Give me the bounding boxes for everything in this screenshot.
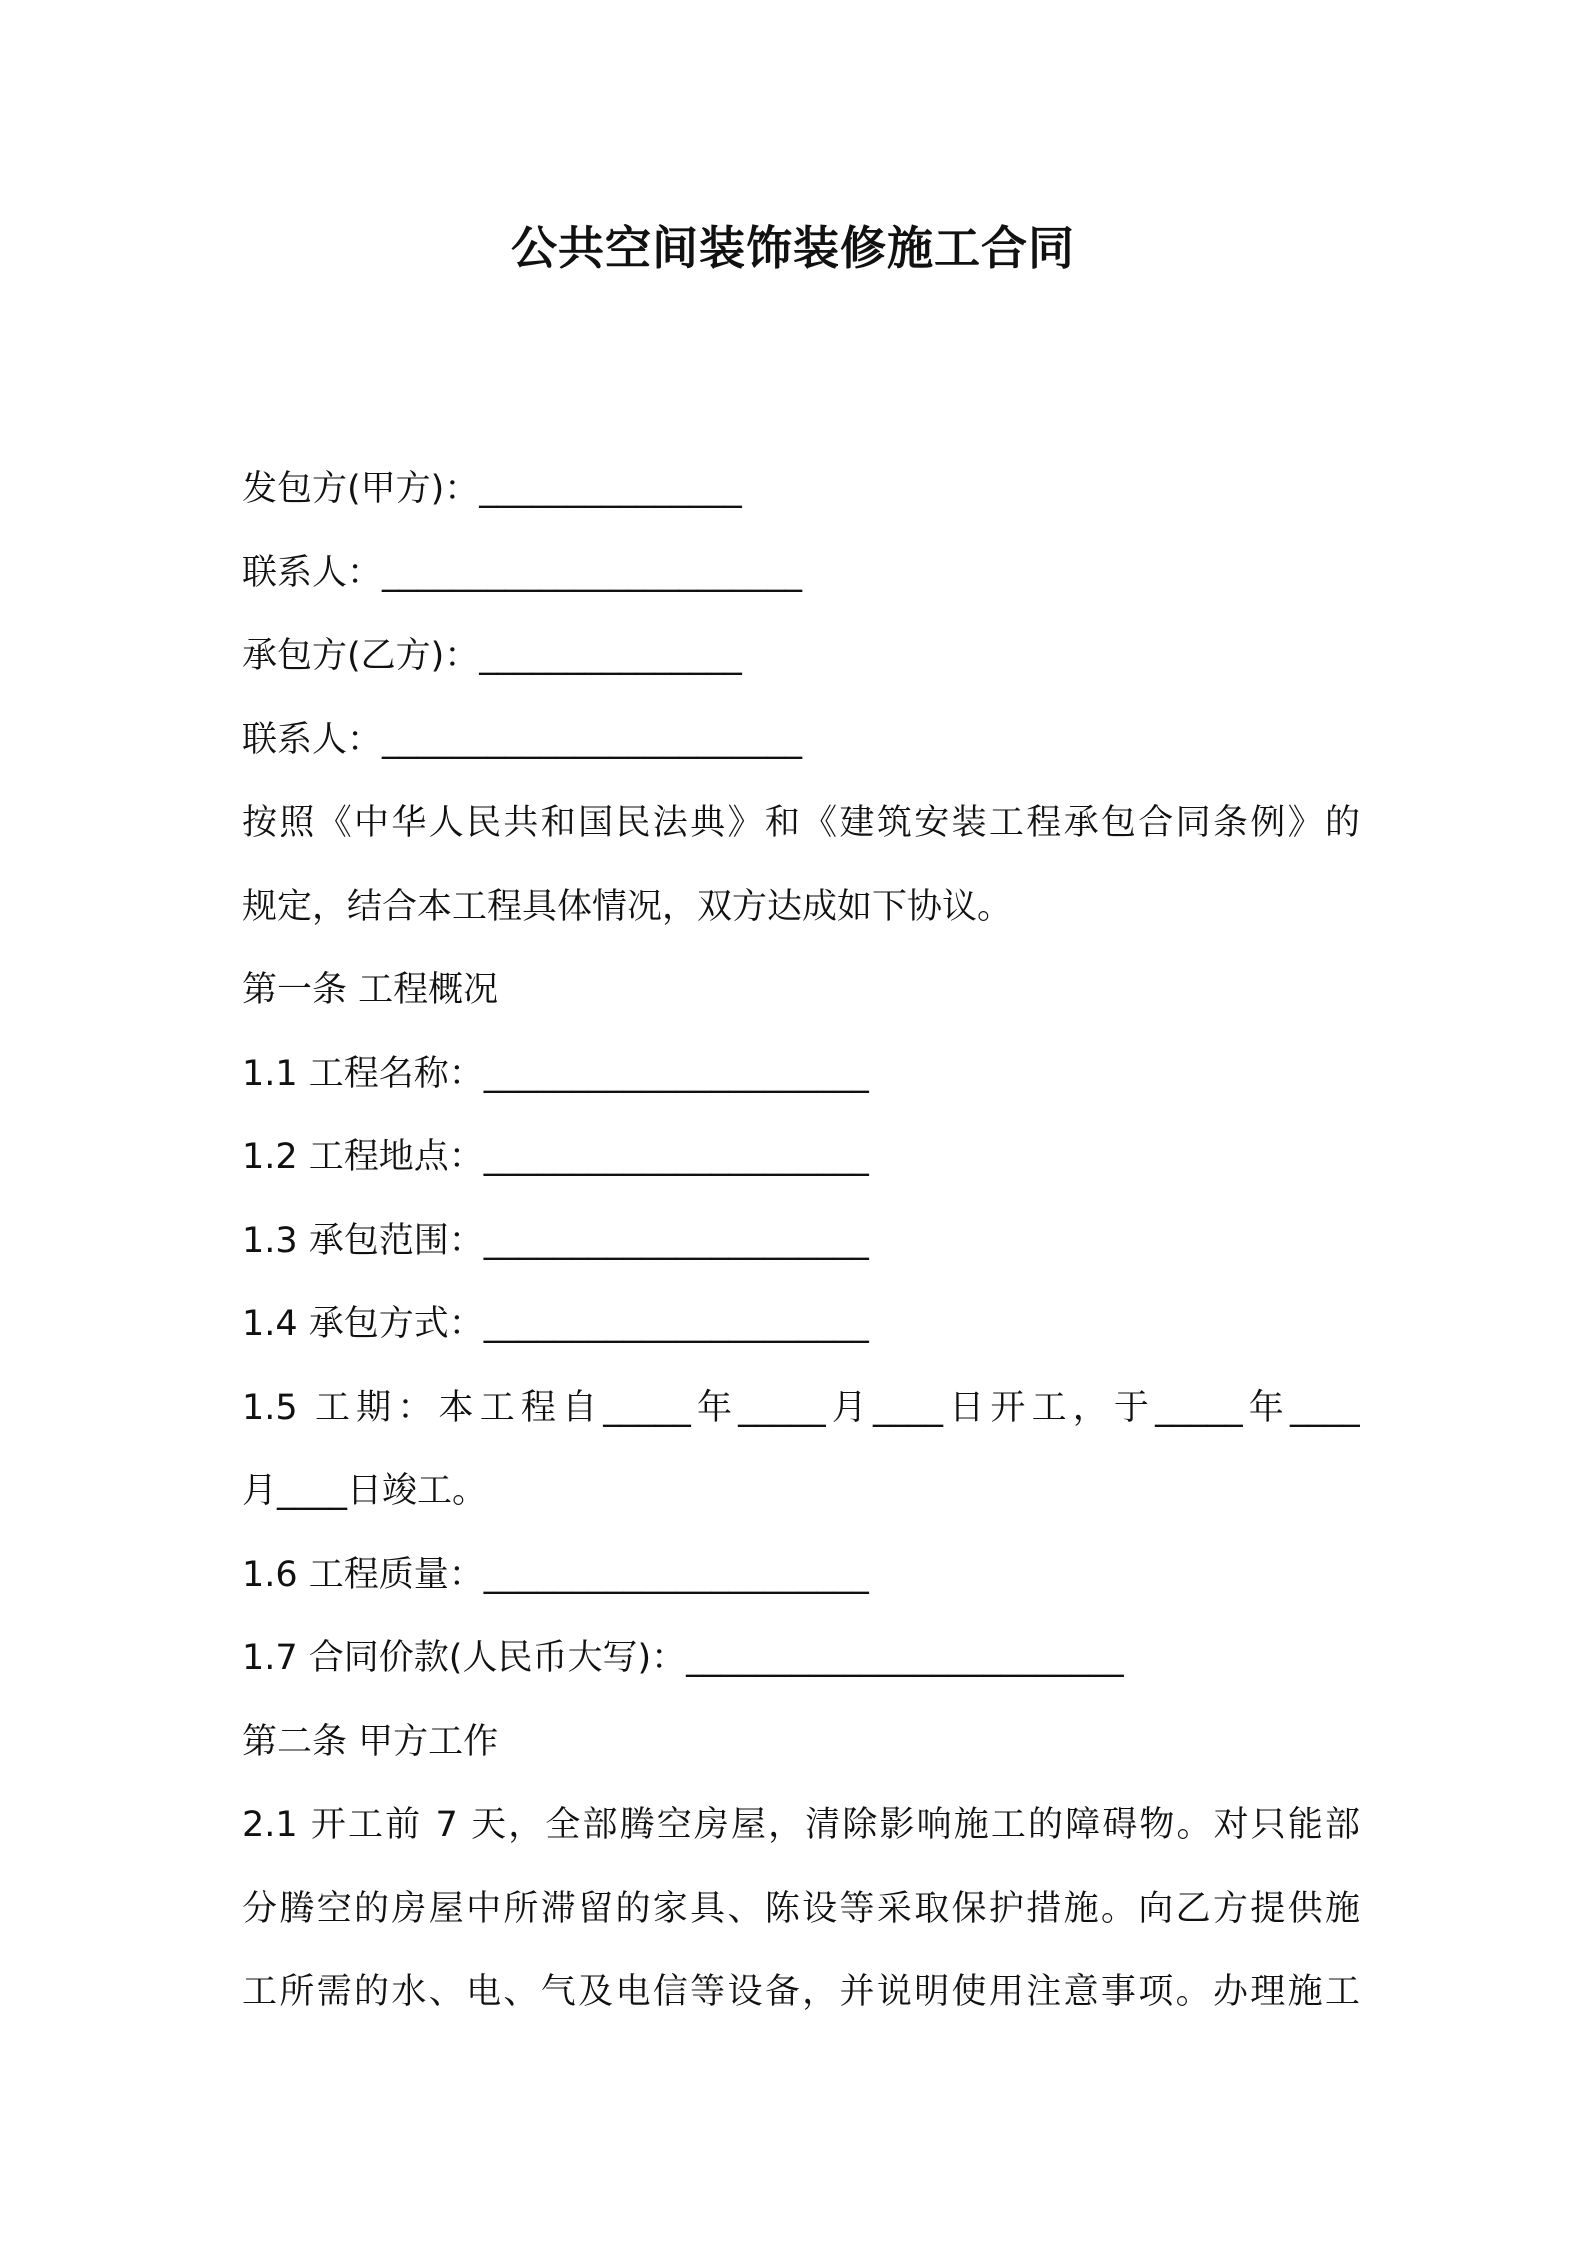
party-b-line: 承包方(乙方)：_______________ [242, 636, 742, 676]
party-a-line: 发包方(甲方)：_______________ [242, 469, 742, 509]
contract-title: 公共空间装饰装修施工合同 [511, 221, 1075, 275]
party-b-contact-line: 联系人：________________________ [242, 719, 803, 760]
contract-body [242, 448, 1360, 2035]
clause-1-5-line-2: 月____日竣工。 [242, 1471, 488, 1511]
preamble-line-2: 规定，结合本工程具体情况，双方达成如下协议。 [242, 886, 1013, 927]
preamble-line-1: 按照《中华人民共和国民法典》和《建筑安装工程承包合同条例》的 [242, 803, 1360, 843]
party-a-contact-line: 联系人：________________________ [242, 552, 803, 593]
article-1-heading: 第一条 工程概况 [242, 970, 499, 1010]
clause-1-2: 1.2 工程地点：______________________ [242, 1137, 869, 1177]
clause-2-1-line-2: 分腾空的房屋中所滞留的家具、陈设等采取保护措施。向乙方提供施 [242, 1888, 1360, 1929]
clause-1-1: 1.1 工程名称：______________________ [242, 1053, 869, 1094]
article-2-heading: 第二条 甲方工作 [242, 1721, 499, 1762]
clause-2-1-line-1: 2.1 开工前 7 天，全部腾空房屋，清除影响施工的障碍物。对只能部 [242, 1805, 1360, 1845]
clause-1-3: 1.3 承包范围：______________________ [242, 1220, 869, 1261]
clause-2-1-line-3: 工所需的水、电、气及电信等设备，并说明使用注意事项。办理施工 [242, 1972, 1360, 2012]
clause-1-6: 1.6 工程质量：______________________ [242, 1554, 869, 1595]
clause-1-7: 1.7 合同价款(人民币大写)：_________________________ [242, 1638, 1124, 1678]
clause-1-5-line-1: 1.5 工期：本工程自_____年_____月____日开工，于_____年____ [242, 1387, 1360, 1428]
clause-1-4: 1.4 承包方式：______________________ [242, 1304, 869, 1344]
